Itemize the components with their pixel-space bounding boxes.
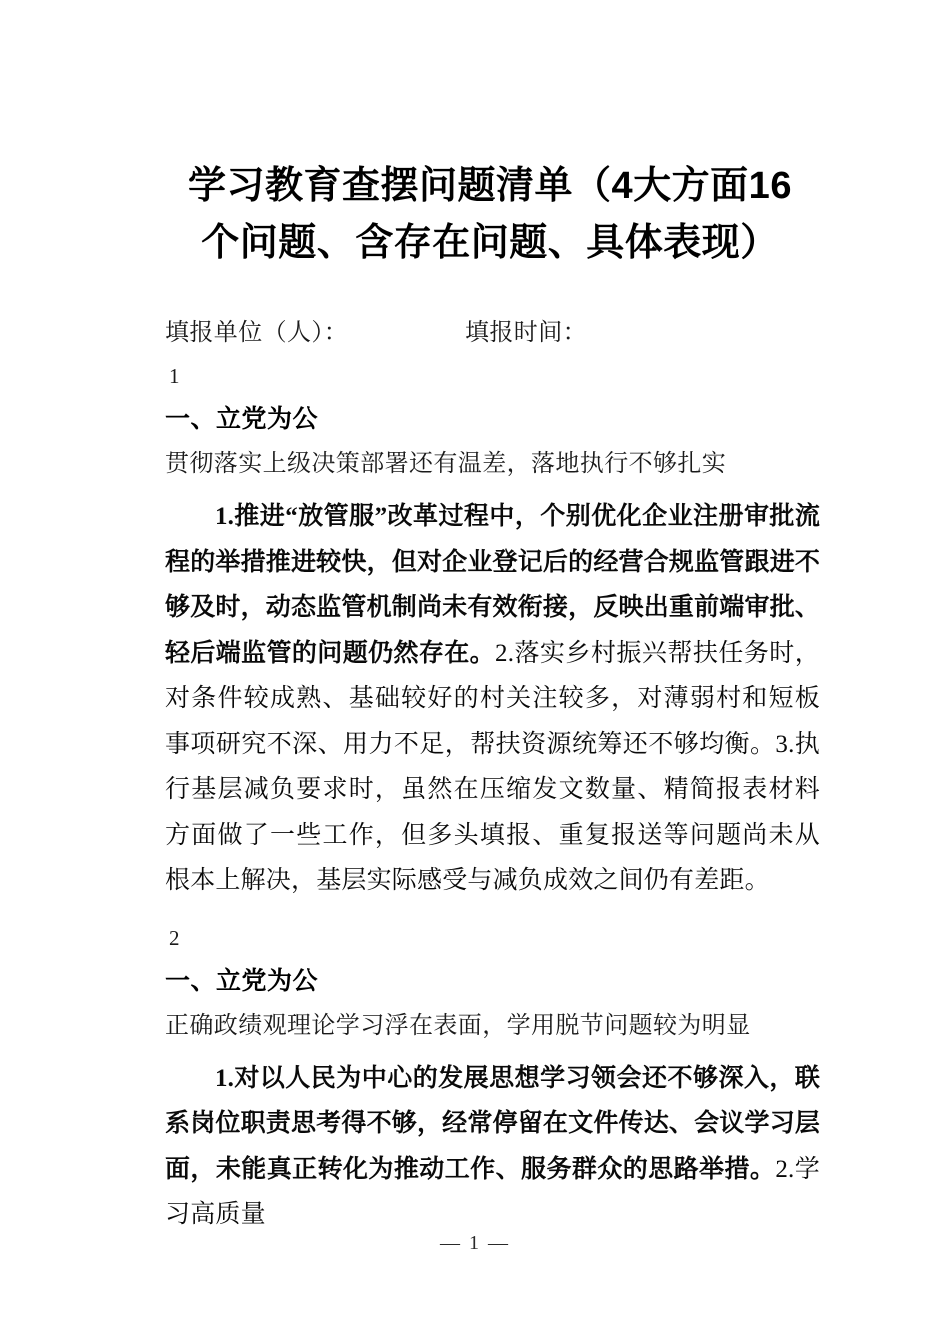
problem-normal-run-1: 2.落实乡村振兴帮扶任务时，对条件较成熟、基础较好的村关注较多，对薄弱村和短板事项研究不深、用力不足，帮扶资源统筹还不够均衡。3.执行基层减负要求时，虽然在压缩发文数量、精简报表材料方面做了一些工作，但多头填报、重复报送等问题尚未从根本上解决，基层实际感受与减负成效之间仍有差距。 — [165, 639, 820, 894]
document-title — [150, 158, 830, 272]
spacer — [165, 1049, 820, 1056]
section-heading-1: 一、立党为公 — [165, 405, 319, 433]
spacer — [165, 904, 820, 918]
document-title-line-2: 个问题、含存在问题、具体表现） — [201, 222, 779, 264]
problem-bold-run-2: 1.对以人民为中心的发展思想学习领会还不够深入，联系岗位职责思考得不够，经常停留在文件传达、会议学习层面，未能真正转化为推动工作、服务群众的思路举措。 — [165, 1064, 820, 1183]
problem-paragraph-2 — [165, 1056, 820, 1238]
document-title-line-1: 学习教育查摆问题清单（4大方面16 — [188, 165, 792, 207]
reporting-unit-label: 填报单位（人）： — [165, 320, 349, 346]
page-footer — [0, 1232, 950, 1255]
section-subtitle-2: 正确政绩观理论学习浮在表面，学用脱节问题较为明显 — [165, 1012, 751, 1039]
problem-bold-run-1: 1.推进“放管服”改革过程中，个别优化企业注册审批流程的举措推进较快，但对企业登记后的经营合规监管跟进不够及时，动态监管机制尚未有效衔接，反映出重前端审批、轻后端监管的问题仍然存在。 — [165, 503, 820, 667]
block-number-1: 1 — [169, 364, 180, 388]
metadata-row — [165, 312, 820, 354]
problem-normal-run-2: 2.学习高质量 — [165, 1155, 820, 1228]
problem-block-2 — [165, 918, 820, 1238]
reporting-time-label: 填报时间： — [465, 320, 587, 346]
problem-block-1 — [165, 356, 820, 904]
spacer — [165, 487, 820, 494]
block-number-2: 2 — [169, 925, 180, 950]
section-subtitle-1: 贯彻落实上级决策部署还有温差，落地执行不够扎实 — [165, 451, 727, 477]
document-body — [165, 312, 820, 1238]
section-heading-2: 一、立党为公 — [165, 966, 319, 995]
page-number: — 1 — — [440, 1232, 510, 1254]
problem-paragraph-1 — [165, 494, 820, 904]
